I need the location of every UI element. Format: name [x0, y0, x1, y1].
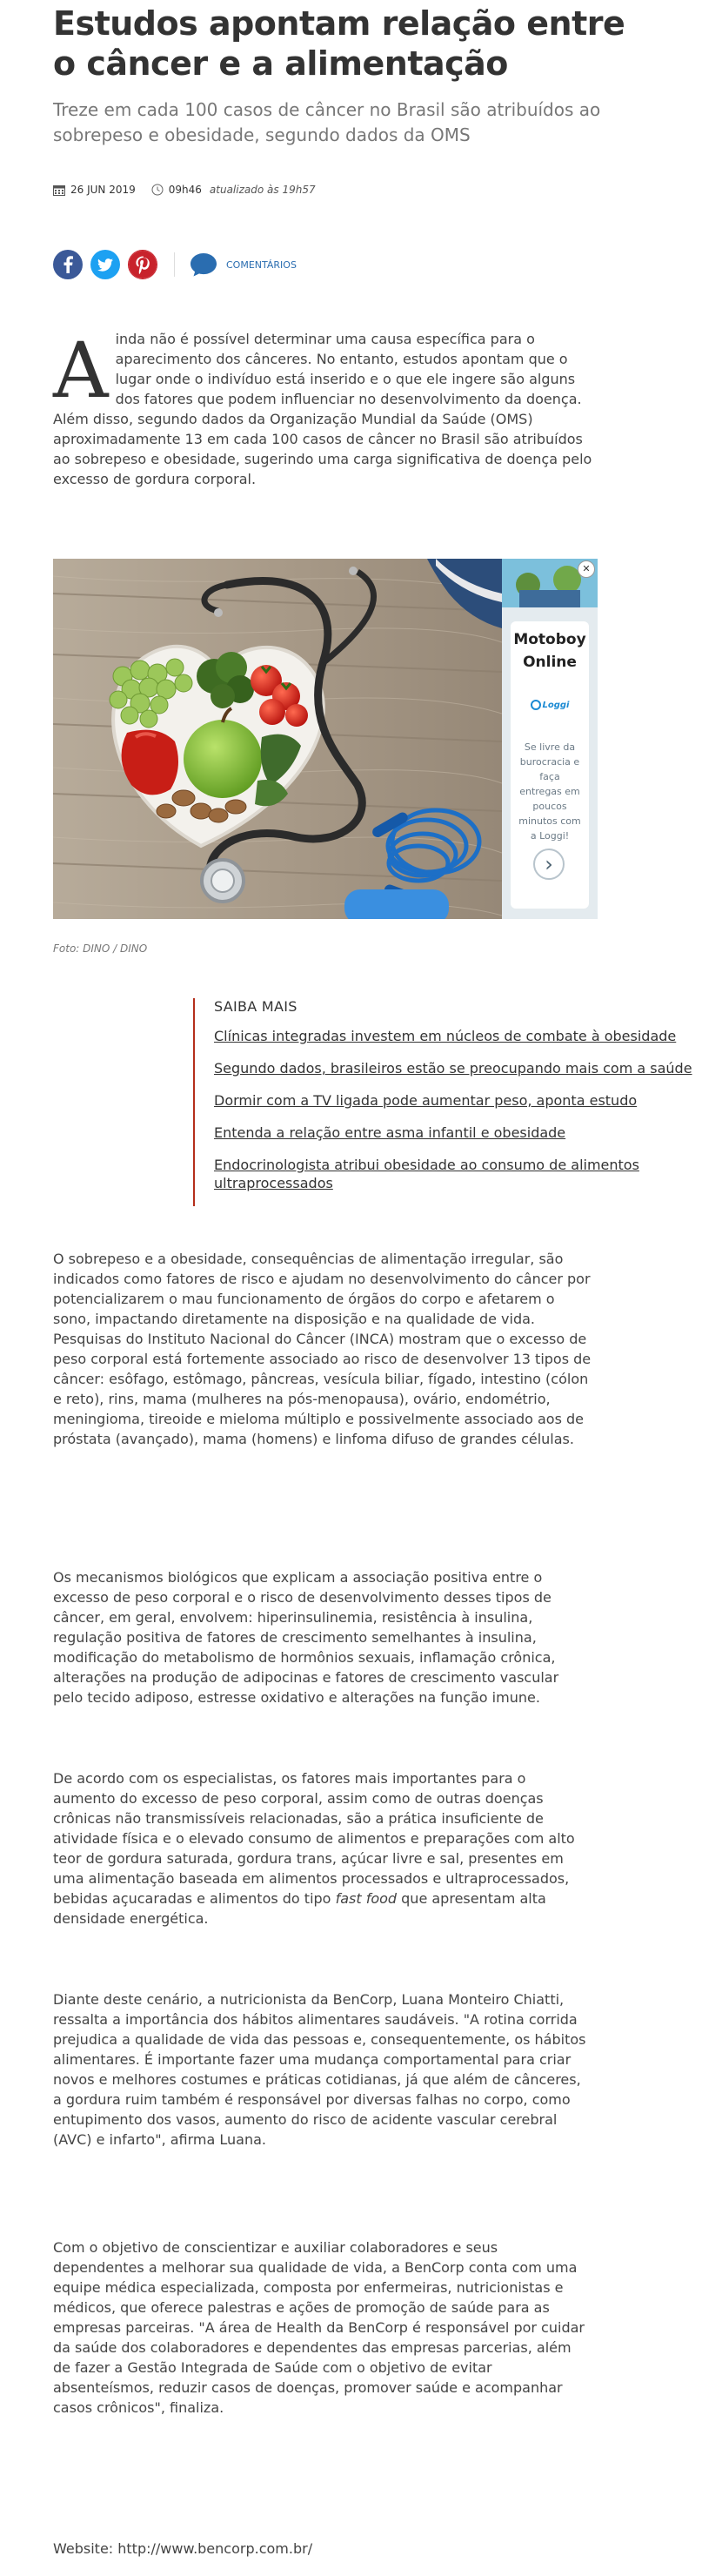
loggi-icon	[531, 700, 541, 710]
ad-title-line-1: Motoboy	[513, 631, 586, 648]
body-paragraph-1: O sobrepeso e a obesidade, consequências de alimentação irregular, são indicados como fatores de risco e ajudam no desenvolvimento do câncer por potencializarem o mau funcionamento de órgãos do corpo e afetarem o sono, impactando diretamente na disposição e na qualidade de vida. Pesquisas do Instituto Nacional do Câncer (INCA) mostram que o excesso de peso corporal está fortemente associado ao risco de desenvolver 13 tipos de câncer: esôfago, estômago, pâncreas, vesícula biliar, fígado, intestino (cólon e reto), rins, mama (mulheres na pós-menopausa), ovário, endométrio, meningioma, tireoide e mieloma múltiplo e possivelmente associado aos de próstata (avançado), mama (homens) e linfoma difuso de grandes células.	[53, 1251, 592, 1447]
article-title: Estudos apontam relação entre o câncer e a alimentação	[53, 4, 625, 83]
pinterest-icon	[129, 251, 157, 278]
ad-title-line-2: Online	[523, 654, 577, 671]
calendar-icon	[53, 184, 65, 196]
share-bar	[53, 250, 297, 279]
ad-arrow-button[interactable]: ›	[533, 849, 565, 880]
photo-caption: Foto: DINO / DINO	[53, 943, 148, 955]
ad-title	[502, 628, 598, 674]
twitter-icon	[97, 258, 113, 272]
ad-brand-name: Loggi	[542, 701, 570, 710]
drop-cap: A	[53, 325, 109, 415]
ad-brand	[502, 700, 598, 710]
ad-banner[interactable]	[502, 559, 598, 919]
related-link[interactable]: Entenda a relação entre asma infantil e obesidade	[214, 1124, 566, 1141]
article-meta	[53, 184, 316, 196]
comments-button[interactable]	[189, 252, 297, 278]
related-heading: SAIBA MAIS	[214, 998, 297, 1015]
related-links	[193, 998, 722, 1206]
lead-text: inda não é possível determinar uma causa específica para o aparecimento dos cânceres. No entanto, estudos apontam que o lugar onde o indivíduo está inserido e o que ele ingere são alguns dos fatores que podem influenciar no desenvolvimento da doença. Além disso, segundo dados da Organização Mundial da Saúde (OMS) aproximadamente 13 em cada 100 casos de câncer no Brasil são atribuídos ao sobrepeso e obesidade, sugerindo uma carga significativa de doença pelo excesso de gordura corporal.	[53, 331, 592, 487]
ad-close-button[interactable]: ✕	[578, 560, 595, 578]
related-link[interactable]: Endocrinologista atribui obesidade ao consumo de alimentos ultraprocessados	[214, 1157, 639, 1191]
comment-icon	[189, 252, 218, 278]
publish-time: 09h46	[168, 184, 202, 196]
article-photo	[53, 559, 502, 919]
related-link[interactable]: Segundo dados, brasileiros estão se preocupando mais com a saúde	[214, 1060, 692, 1077]
body-paragraph-3	[53, 1768, 592, 1929]
clock-icon	[151, 184, 164, 196]
body-paragraph-4: Diante deste cenário, a nutricionista da BenCorp, Luana Monteiro Chiatti, ressalta a importância dos hábitos alimentares saudáveis. "A rotina corrida prejudica a qualidade de vida das pessoas e, consequentemente, os hábitos alimentares. É importante fazer uma mudança comportamental para criar novos e melhores costumes e práticas cotidianas, já que além de cânceres, a gordura ruim também é responsável por diversas falhas no corpo, como entupimento dos vasos, aumento do risco de acidente vascular cerebral (AVC) e infarto", afirma Luana.	[53, 1991, 586, 2148]
share-divider	[174, 252, 175, 277]
facebook-share-button[interactable]	[53, 250, 83, 279]
body-paragraph-2: Os mecanismos biológicos que explicam a associação positiva entre o excesso de peso corporal e o risco de desenvolvimento desses tipos de câncer, em geral, envolvem: hiperinsulinemia, resistência à insulina, regulação positiva de fatores de crescimento semelhantes à insulina, modificação do metabolismo de hormônios sexuais, inflamação crônica, alterações na produção de adipocinas e fatores de crescimento vascular pelo tecido adiposo, estresse oxidativo e alterações na função imune.	[53, 1569, 559, 1706]
publish-date: 26 JUN 2019	[70, 184, 136, 196]
updated-time: atualizado às 19h57	[209, 184, 316, 196]
pinterest-share-button[interactable]	[128, 250, 157, 279]
related-link[interactable]: Clínicas integradas investem em núcleos de combate à obesidade	[214, 1028, 677, 1044]
fast-food-term: fast food	[335, 1890, 398, 1907]
body-paragraph-5: Com o objetivo de conscientizar e auxiliar colaboradores e seus dependentes a melhorar sua qualidade de vida, a BenCorp conta com uma equipe médica especializada, composta por enfermeiras, nutricionistas e médicos, que oferece palestras e ações de promoção de saúde para as empresas parceiras. "A área de Health da BenCorp é responsável por cuidar da saúde dos colaboradores e dependentes das empresas parcerias, além de fazer a Gestão Integrada de Saúde com o objetivo de evitar absenteísmos, reduzir casos de doenças, promover saúde e acompanhar casos crônicos", finaliza.	[53, 2239, 585, 2416]
comments-label: COMENTÁRIOS	[226, 258, 297, 271]
related-link[interactable]: Dormir com a TV ligada pode aumentar peso, aponta estudo	[214, 1092, 638, 1109]
website-line: Website: http://www.bencorp.com.br/	[53, 2540, 313, 2557]
lead-paragraph	[53, 325, 592, 489]
ad-text: Se livre da burocracia e faça entregas em poucos minutos com a Loggi!	[518, 741, 581, 842]
body-paragraph-3-text: De acordo com os especialistas, os fatores mais importantes para o aumento do excesso de peso corporal, assim como de outras doenças crônicas não transmissíveis relacionadas, são a prática insuficiente de atividade física e o elevado consumo de alimentos e preparações com alto teor de gordura saturada, gordura trans, açúcar livre e sal, presentes em uma alimentação baseada em alimentos processados e ultraprocessados, bebidas açucaradas e alimentos do tipo	[53, 1770, 575, 1907]
facebook-icon	[63, 256, 73, 273]
body-paragraph-3-end: que apresentam alta densidade energética.	[53, 1890, 546, 1927]
twitter-share-button[interactable]	[90, 250, 120, 279]
article-subtitle: Treze em cada 100 casos de câncer no Brasil são atribuídos ao sobrepeso e obesidade, segundo dados da OMS	[53, 99, 601, 145]
